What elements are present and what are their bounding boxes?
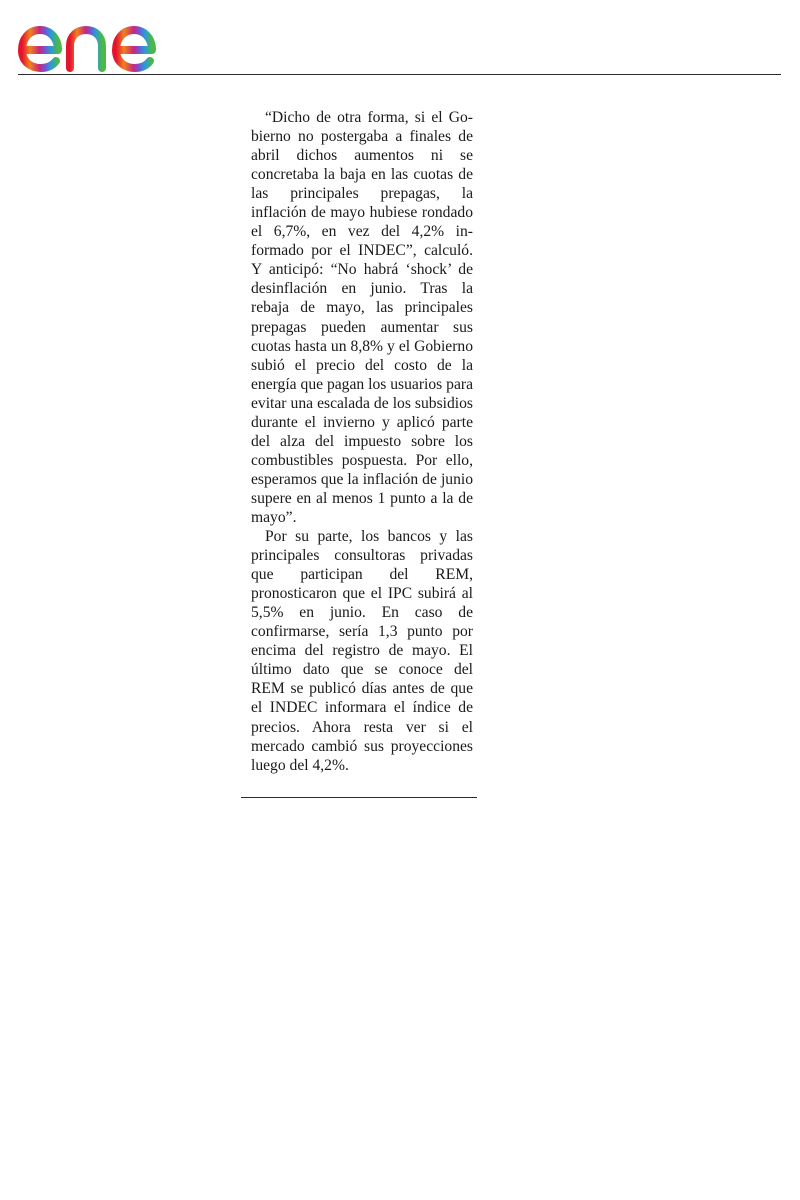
enel-logo-icon	[16, 6, 186, 72]
article-column	[251, 108, 473, 775]
article-paragraph: “Dicho de otra forma, si el Gobierno no postergaba a finales de abril dichos aumentos ni se concretaba la baja en las cuotas de las principales prepagas, la inflación de mayo hubiese rondado el 6,7%, en vez del 4,2% informado por el INDEC”, calculó. Y anticipó: “No habrá ‘shock’ de desinflación en junio. Tras la rebaja de mayo, las principales prepagas pueden aumentar sus cuotas hasta un 8,8% y el Gobierno subió el precio del costo de la energía que pagan los usuarios para evitar una escalada de los subsidios durante el invierno y aplicó parte del alza del impuesto sobre los combustibles pospuesta. Por ello, esperamos que la inflación de junio supere en al menos 1 punto a la de mayo”.	[251, 109, 473, 526]
article-end-divider	[241, 797, 477, 798]
page-header	[0, 0, 800, 80]
article-paragraph: Por su parte, los bancos y las principales consultoras privadas que participan del REM, pronosticaron que el IPC subirá al 5,5% en junio. En caso de confirmarse, sería 1,3 punto por encima del registro de mayo. El último dato que se conoce del REM se publicó días antes de que el INDEC informara el índice de precios. Ahora resta ver si el mercado cambió sus proyecciones luego del 4,2%.	[251, 528, 473, 774]
header-divider	[18, 74, 781, 75]
